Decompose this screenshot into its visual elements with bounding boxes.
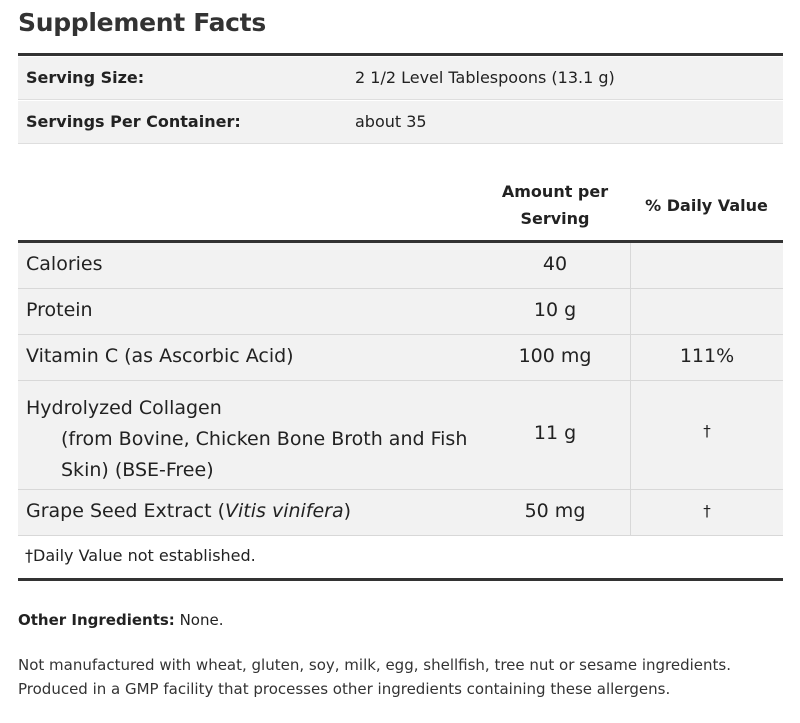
top-rule [18, 53, 783, 56]
nutrient-name: Vitamin C (as Ascorbic Acid) [26, 345, 294, 367]
nutrient-amount: 40 [542, 253, 568, 275]
column-divider [630, 289, 631, 334]
nutrient-name-text: Grape Seed Extract ( [26, 500, 226, 522]
nutrient-amount: 50 mg [524, 500, 586, 522]
nutrient-row-protein [18, 289, 783, 335]
nutrient-daily-value: 111% [679, 345, 735, 367]
nutrient-row-vitamin-c [18, 335, 783, 381]
servings-per-container-row [18, 101, 783, 144]
amount-header-line1: Amount per [501, 182, 609, 201]
nutrient-name: Protein [26, 299, 93, 321]
serving-size-label: Serving Size: [26, 68, 145, 87]
nutrient-row-grape-seed-extract [18, 490, 783, 536]
nutrient-row-hydrolyzed-collagen [18, 381, 783, 490]
other-ingredients [18, 611, 223, 629]
other-ingredients-label: Other Ingredients: [18, 611, 175, 629]
allergen-statement: Not manufactured with wheat, gluten, soy, milk, egg, shellfish, tree nut or sesame ingredients. Produced in a GMP facility that processes other ingredients containing these allergens. [18, 656, 731, 698]
servings-per-container-value: about 35 [355, 112, 427, 131]
nutrient-name [26, 500, 351, 522]
nutrient-name: Calories [26, 253, 103, 275]
nutrient-amount: 100 mg [518, 345, 592, 367]
page-title: Supplement Facts [18, 8, 266, 37]
nutrient-name: Hydrolyzed Collagen [26, 397, 222, 419]
daily-value-header: % Daily Value [645, 196, 768, 215]
amount-header-line2: Serving [520, 209, 590, 228]
bottom-rule [18, 578, 783, 581]
nutrient-amount: 10 g [533, 299, 577, 321]
dagger-mark: † [703, 422, 711, 440]
serving-size-row [18, 57, 783, 100]
nutrient-source-note: (from Bovine, Chicken Bone Broth and Fish Skin) (BSE-Free) [61, 428, 468, 481]
column-divider [630, 243, 631, 288]
servings-per-container-label: Servings Per Container: [26, 112, 241, 131]
nutrient-row-calories [18, 243, 783, 289]
dagger-mark: † [703, 502, 711, 520]
amount-per-serving-header [480, 178, 630, 232]
botanical-name: Vitis vinifera [225, 500, 344, 522]
other-ingredients-value: None. [174, 611, 224, 629]
daily-value-footnote: †Daily Value not established. [25, 546, 256, 565]
nutrient-amount: 11 g [533, 422, 577, 444]
serving-size-value: 2 1/2 Level Tablespoons (13.1 g) [355, 68, 615, 87]
nutrient-name-tail: ) [343, 500, 352, 522]
